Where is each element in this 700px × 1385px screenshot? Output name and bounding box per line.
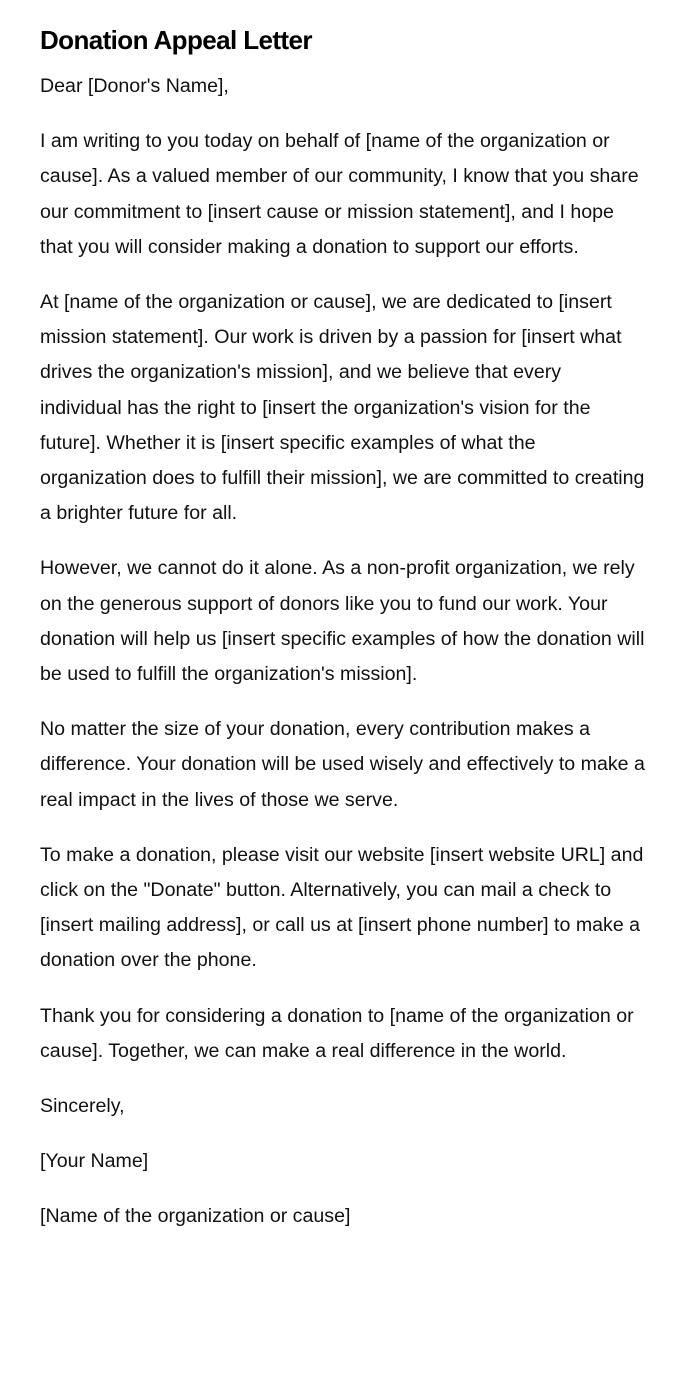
letter-document — [40, 23, 646, 1235]
body-paragraph-5: To make a donation, please visit our website [insert website URL] and click on the "Donate" button. Alternatively, you can mail a check to [insert mailing address], or call us at [insert phone number] to make a donation over the phone. — [40, 843, 644, 972]
body-paragraph-1: I am writing to you today on behalf of [name of the organization or cause]. As a valued member of our community, I know that you share our commitment to [insert cause or mission statement], and I hope that you will consider making a donation to support our efforts. — [40, 130, 639, 258]
signature-organization: [Name of the organization or cause] — [40, 1205, 351, 1228]
body-paragraph-6: Thank you for considering a donation to [name of the organization or cause]. Together, we can make a real difference in the world. — [40, 1004, 634, 1062]
body-paragraph-3: However, we cannot do it alone. As a non-profit organization, we rely on the generous support of donors like you to fund our work. Your donation will help us [insert specific examples of how the donation will be used to fulfill the organization's mission]. — [40, 557, 645, 686]
body-paragraph-4: No matter the size of your donation, every contribution makes a difference. Your donation will be used wisely and effectively to make a real impact in the lives of those we serve. — [40, 718, 645, 811]
body-paragraph-2: At [name of the organization or cause], we are dedicated to [insert mission statement]. Our work is driven by a passion for [insert what drives the organization's mission], and we believe that every individual has the right to [insert the organization's vision for the future]. Whether it is [insert specific examples of what the organization does to fulfill their mission], we are committed to creating a brighter future for all. — [40, 291, 645, 525]
greeting: Dear [Donor's Name], — [40, 75, 229, 97]
signature-name: [Your Name] — [40, 1150, 149, 1173]
closing: Sincerely, — [40, 1095, 125, 1118]
page-title: Donation Appeal Letter — [40, 25, 312, 55]
